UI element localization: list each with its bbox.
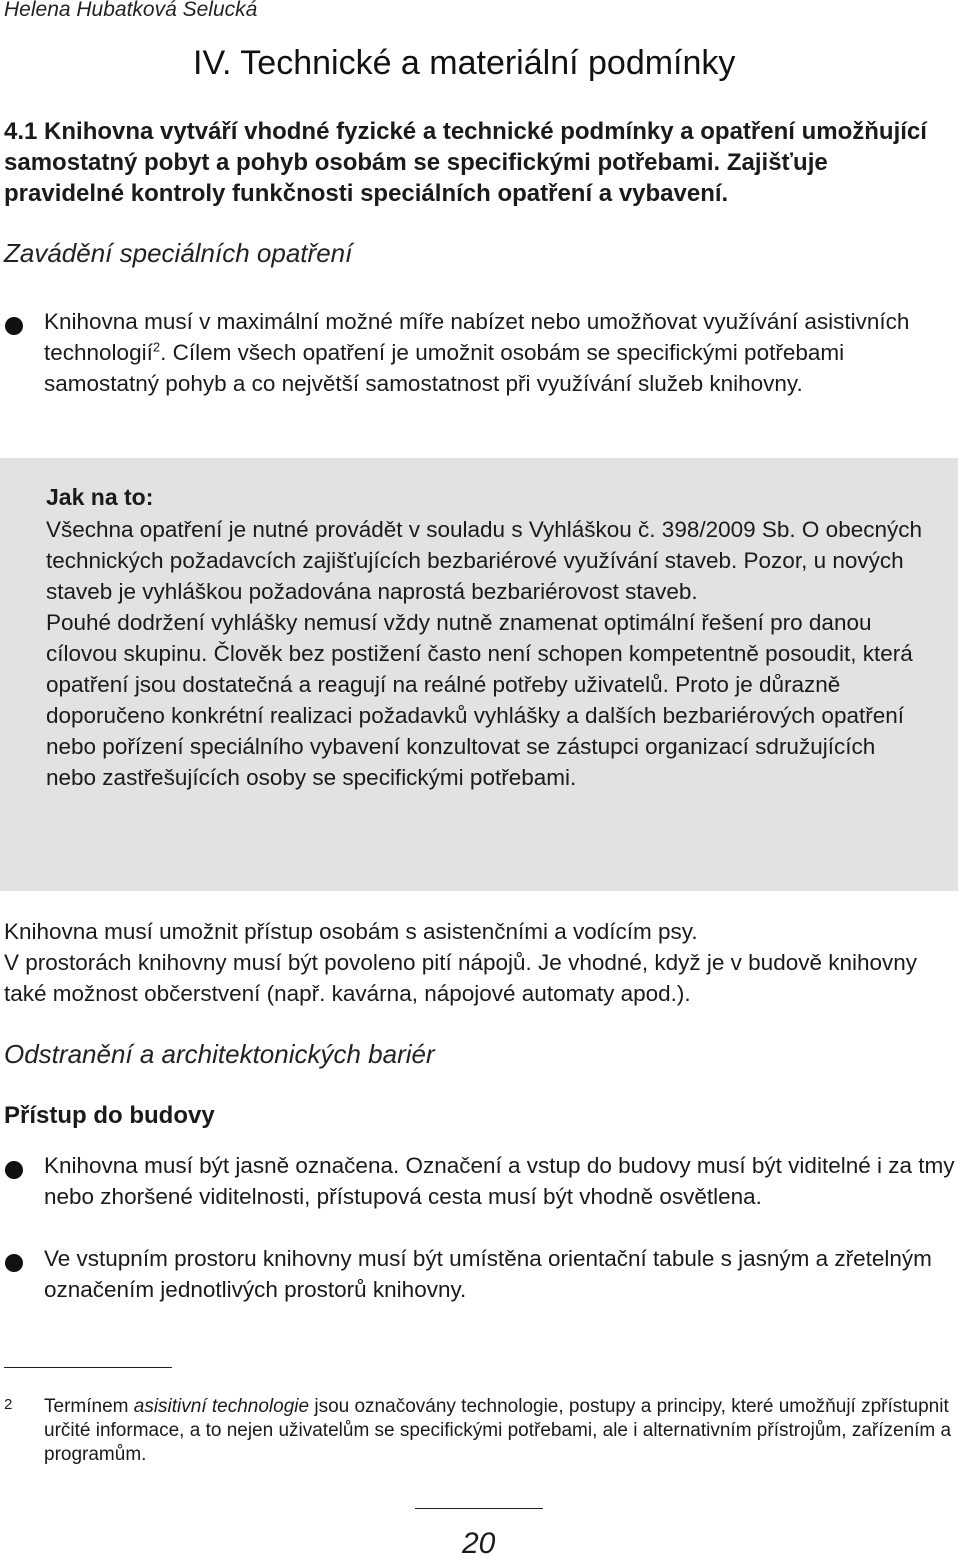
running-header-author: Helena Hubatková Selucká [4,0,258,21]
howto-paragraph: Pouhé dodržení vyhlášky nemusí vždy nutně znamenat optimální řešení pro danou cílovou skupinu. Člověk bez postižení často není schopen kompetentně posoudit, která opatření jsou dostatečná a reagují na reálné potřeby uživatelů. Proto je důrazně doporučeno konkrétní realizaci požadavků vyhlášky a dalších bezbariérových opatření nebo pořízení speciálního vybavení konzultovat se zástupci organizací sdružujících nebo zastřešujících osoby se specifickými potřebami. [46,610,913,790]
chapter-title: IV. Technické a materiální podmínky [193,44,736,82]
list-item-text [44,306,956,399]
bullet-icon [5,1161,23,1179]
howto-paragraph: Všechna opatření je nutné provádět v souladu s Vyhláškou č. 398/2009 Sb. O obecných technických požadavcích zajišťujících bezbariérové využívání staveb. Pozor, u nových staveb je vyhláškou požadována naprostá bezbariérovost staveb. [46,517,922,604]
bullet-text-part: Knihovna musí v maximální možné míře nabízet nebo umožňovat využívání asistivních technologií [44,309,910,365]
bullet-icon [5,317,23,335]
subheading-building-access: Přístup do budovy [4,1102,215,1129]
howto-heading: Jak na to: [46,484,154,510]
section-heading-special-measures: Zavádění speciálních opatření [4,238,353,268]
list-item-text: Ve vstupním prostoru knihovny musí být umístěna orientační tabule s jasným a zřetelným označením jednotlivých prostorů knihovny. [44,1246,932,1302]
footnote-number: 2 [4,1396,13,1413]
intro-standard: 4.1 Knihovna vytváří vhodné fyzické a technické podmínky a opatření umožňující samostatný pobyt a pohyb osobám se specifickými potřebami. Zajišťuje pravidelné kontroly funkčnosti speciálních opatření a vybavení. [4,118,927,207]
list-item-text: Knihovna musí být jasně označena. Označení a vstup do budovy musí být viditelné i za tmy nebo zhoršené viditelnosti, přístupová cesta musí být vhodně osvětlena. [44,1153,955,1209]
bullet-text-part: . Cílem všech opatření je umožnit osobám se specifickými potřebami samostatný pohyb a co největší samostatnost při využívání služeb knihovny. [44,340,845,396]
bullet-icon [5,1254,23,1272]
footnote-text-part: Termínem [44,1396,134,1417]
footnote-ref: 2 [152,339,161,355]
page-number-divider [415,1508,543,1509]
footnote-text-part: jsou označovány technologie, postupy a principy, které umožňují zpřístupnit určité informace, a to nejen uživatelům se specifickými potřebami, ale i alternativním přístrojům, zařízením a programům. [44,1396,952,1465]
page-number: 20 [462,1527,496,1560]
section-heading-barriers: Odstranění a architektonických bariér [4,1039,435,1069]
footnote-text [44,1395,956,1467]
footnote-divider [4,1367,172,1368]
howto-text [46,514,926,793]
body-paragraph: Knihovna musí umožnit přístup osobám s asistenčními a vodícím psy. [4,919,698,944]
body-text [4,916,956,1009]
footnote-term: asisitivní technologie [133,1396,310,1417]
body-paragraph: V prostorách knihovny musí být povoleno pití nápojů. Je vhodné, když je v budově knihovny také možnost občerstvení (např. kavárna, nápojové automaty apod.). [4,950,918,1006]
